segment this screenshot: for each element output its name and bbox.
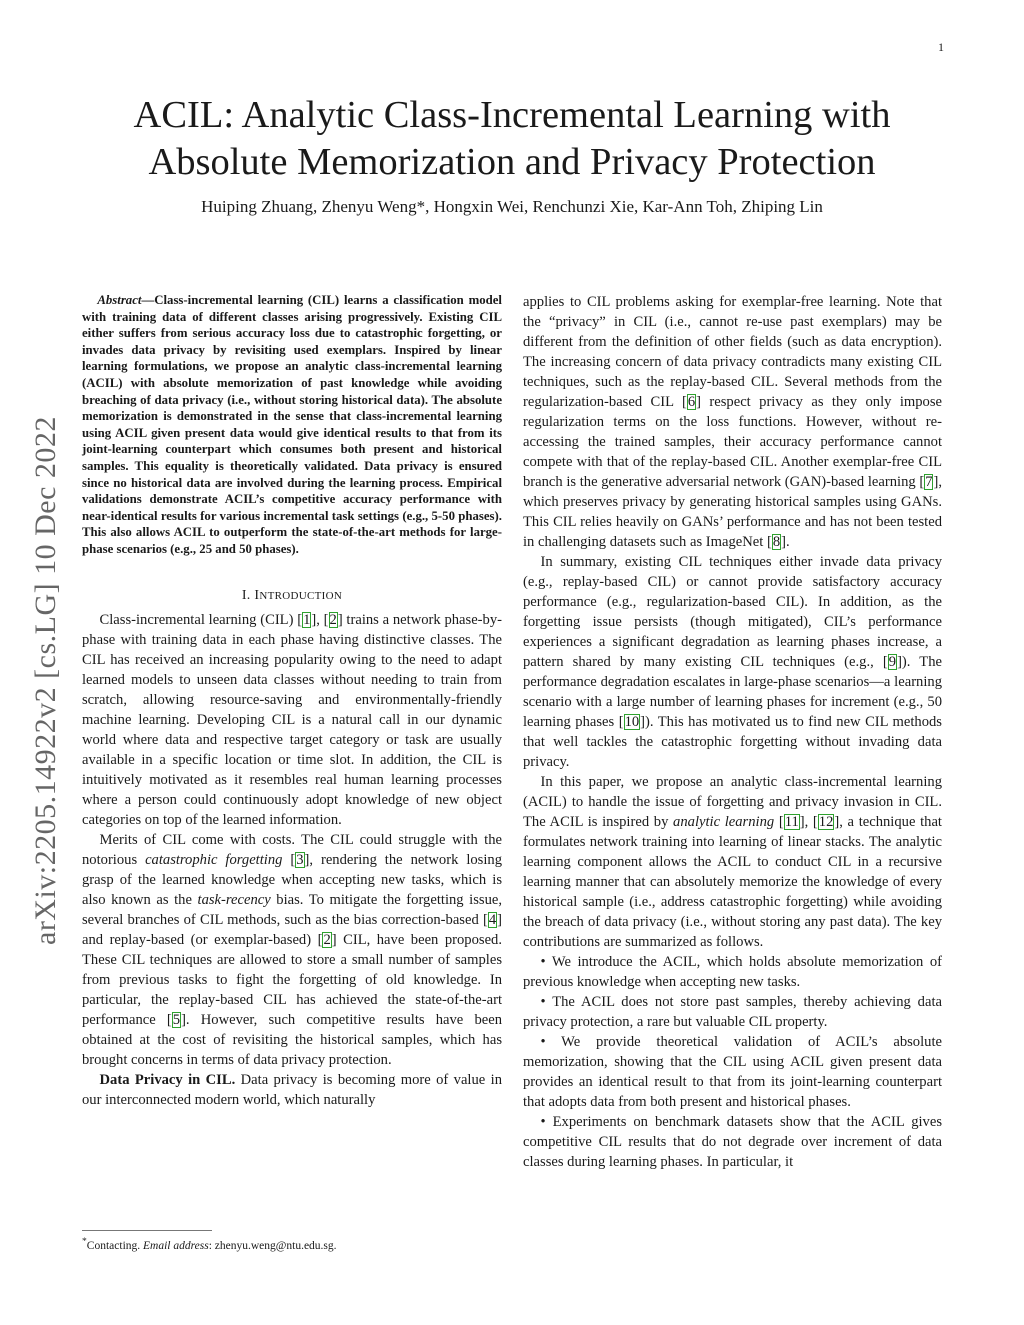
intro-paragraph-3: Data Privacy in CIL. Data privacy is becoming more of value in our interconnected modern world, which naturally [82,1071,502,1108]
footnote: *Contacting. Email address: zhenyu.weng@ntu.edu.sg. [82,1236,502,1252]
citation-link[interactable]: 12 [818,814,834,830]
citation-link[interactable]: 9 [888,654,897,670]
contribution-item: • The ACIL does not store past samples, thereby achieving data privacy protection, a rare but valuable CIL property. [523,994,942,1030]
title-line-1: ACIL: Analytic Class-Incremental Learning with [133,94,891,136]
contribution-item: • Experiments on benchmark datasets show that the ACIL gives competitive CIL results that do not degrade over increment of data classes during learning phases. In particular, it [523,1114,942,1170]
footnote-rule [82,1230,212,1231]
citation-link[interactable]: 3 [296,851,304,868]
citation-link[interactable]: 2 [323,931,331,948]
abstract-text: —Class-incremental learning (CIL) learns a classification model with training data of different classes arising progressively. Existing CIL either suffers from serious accuracy loss due to catastrophic forgetting, or invades data privacy by revisiting used exemplars. Inspired by linear learning formulations, we propose an analytic class-incremental learning (ACIL) with absolute memorization of past knowledge while avoiding breaching of data privacy (i.e., without storing historical data). The absolute memorization is demonstrated in the sense that class-incremental learning using ACIL given present data would give identical results to that from its joint-learning counterpart which consumes both present and historical samples. This equality is theoretically validated. Data privacy is ensured since no historical data are involved during the learning process. Empirical validations demonstrate ACIL’s competitive accuracy performance with near-identical results for various incremental task settings (e.g., 5-50 phases). This also allows ACIL to outperform the state-of-the-art methods for large-phase scenarios (e.g., 25 and 50 phases). [82,293,502,556]
citation-link[interactable]: 11 [784,814,799,830]
citation-link[interactable]: 7 [925,474,933,490]
citation-link[interactable]: 10 [624,714,640,730]
intro-paragraph-2: Merits of CIL come with costs. The CIL could struggle with the notorious catastrophic forgetting [3], rendering the network losing grasp of the learned knowledge when accepting new tasks, which is also known as the task-recency bias. To mitigate the forgetting issue, several branches of CIL methods, such as the bias correction-based [4] and replay-based (or exemplar-based) [2] CIL, have been proposed. These CIL techniques are allowed to store a small number of samples from previous tasks to fight the forgetting of old knowledge. In particular, the replay-based CIL has achieved the state-of-the-art performance [5]. However, such competitive results have been obtained at the cost of revisiting the historical samples, which has brought concerns in terms of data privacy protection. [82,831,503,1068]
intro-paragraph-5: In this paper, we propose an analytic class-incremental learning (ACIL) to handle the issue of forgetting and privacy invasion in CIL. The ACIL is inspired by analytic learning [11], [12], a technique that formulates network training into learning of linear stacks. The analytic learning component allows the ACIL to conduct CIL in a recursive learning manner that can absolutely memorize the knowledge of every historical sample (i.e., address catastrophic forgetting) while avoiding the breach of data privacy (i.e., without storing any past data). The key contributions are summarized as follows. [523,774,942,950]
paper-title [60,92,964,186]
arxiv-identifier: arXiv:2205.14922v2 [cs.LG] 10 Dec 2022 [29,416,62,945]
intro-paragraph-3-cont: applies to CIL problems asking for exemplar-free learning. Note that the “privacy” in CIL (i.e., cannot re-use past exemplars) may be different from the definition of other fields (such as data encryption). The increasing concern of data privacy contradicts many existing CIL techniques, such as the replay-based CIL. Several methods from the regularization-based CIL [6] respect privacy as they only impose regularization terms on the loss functions. However, without re-accessing the trained samples, their accuracy performance cannot compete with that of the replay-based CIL. Another exemplar-free CIL branch is the generative adversarial network (GAN)-based learning [7], which preserves privacy by generating historical samples using GANs. This CIL relies heavily on GANs’ performance and has not been tested in challenging datasets such as ImageNet [8]. [523,294,943,550]
author-list: Huiping Zhuang, Zhenyu Weng*, Hongxin Wei, Renchunzi Xie, Kar-Ann Toh, Zhiping Lin [201,197,823,216]
title-line-2: Absolute Memorization and Privacy Protection [148,141,876,183]
intro-paragraph-1: Class-incremental learning (CIL) [1], [2] trains a network phase-by-phase with training data in each phase having distinctive classes. The CIL has received an increasing popularity owing to the need to adapt learned models to unseen data classes without needing to train from scratch, allowing resource-saving and environmentally-friendly machine learning. Developing CIL is a natural call in our dynamic world where data and respective target category or task are usually available in a specific location or time slot. In addition, the CIL is intuitively motivated as it resembles real human learning processes where a person could continuously adopt knowledge of new object categories on top of the learned information. [82,611,502,828]
citation-link[interactable]: 8 [772,534,781,550]
citation-link[interactable]: 5 [172,1011,181,1028]
right-column [523,292,942,1172]
contribution-item: • We introduce the ACIL, which holds absolute memorization of previous knowledge when accepting new tasks. [523,954,942,990]
abstract [82,292,502,558]
citation-link[interactable]: 1 [303,611,311,628]
citation-link[interactable]: 4 [488,911,497,928]
citation-link[interactable]: 6 [687,394,696,410]
intro-paragraph-4: In summary, existing CIL techniques either invade data privacy (e.g., replay-based CIL) or cannot provide satisfactory accuracy performance (e.g., regularization-based CIL). In addition, as the forgetting issue persists (though mitigated), CIL’s performance experiences a significant degradation as learning phases increase, a pattern shared by many existing CIL techniques (e.g., [9]). The performance degradation escalates in large-phase scenarios—a learning scenario with a large number of learning phases for increment (e.g., 50 learning phases [10]). This has motivated us to find new CIL methods that well tackles the catastrophic forgetting without invading data privacy. [523,554,942,770]
left-column [82,292,502,1110]
citation-link[interactable]: 2 [329,611,337,628]
section-heading: I. INTRODUCTION [241,587,343,603]
contribution-list [523,952,942,1172]
page-number: 1 [938,40,944,54]
contribution-item: • We provide theoretical validation of ACIL’s absolute memorization, showing that the CIL using ACIL given present data provides an identical result to that from its joint-learning counterpart that adopts data from both present and historical phases. [523,1034,942,1110]
abstract-label: Abstract [97,293,142,307]
